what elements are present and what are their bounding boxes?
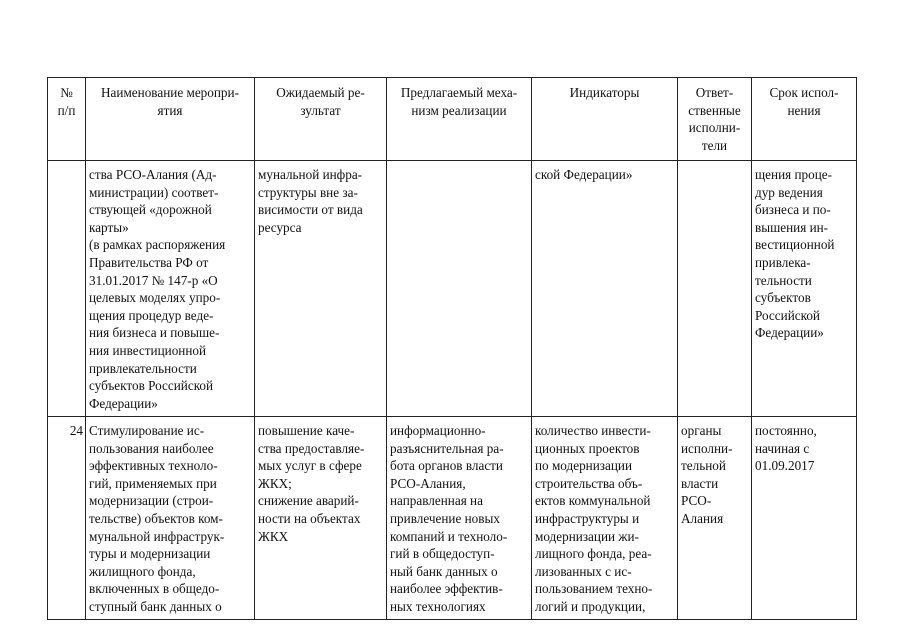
- row-result: мунальной инфра- структуры вне за- висимости от вида ресурса: [255, 161, 387, 417]
- table-row: [48, 417, 857, 620]
- row-indicators: количество инвести- ционных проектов по модернизации строительства объ- ектов коммунальной инфраструктуры и модернизации жи- лищного фонда, реа- лизованных с ис- пользованием техно- логий и продукции,: [532, 417, 678, 620]
- row-result: повышение каче- ства предоставляе- мых услуг в сфере ЖКХ; снижение аварий- ности на объектах ЖКХ: [255, 417, 387, 620]
- row-name: ства РСО-Алания (Ад- министрации) соответ- ствующей «дорожной карты» (в рамках распоряжения Правительства РФ от 31.01.2017 № 147-р «О целевых моделях упро- щения процедур веде- ния бизнеса и повыше- ния инвестиционной привлекательности субъектов Российской Федерации»: [86, 161, 255, 417]
- row-num: [48, 161, 86, 417]
- header-indicators: Индикаторы: [532, 78, 678, 161]
- table-header-row: [48, 78, 857, 161]
- header-mechanism: Предлагаемый меха- низм реализации: [387, 78, 532, 161]
- row-deadline: постоянно, начиная с 01.09.2017: [752, 417, 857, 620]
- row-responsible: органы исполни- тельной власти РСО- Алания: [678, 417, 752, 620]
- row-indicators: ской Федерации»: [532, 161, 678, 417]
- row-name: Стимулирование ис- пользования наиболее эффективных техноло- гий, применяемых при модернизации (строи- тельстве) объектов ком- мунальной инфраструк- туры и модернизации жилищного фонда, включенных в общедо- ступный банк данных о: [86, 417, 255, 620]
- table-row: [48, 161, 857, 417]
- measures-table: [47, 77, 857, 620]
- row-mechanism: информационно- разъяснительная ра- бота органов власти РСО-Алания, направленная на привлечение новых компаний и техноло- гий в общедоступ- ный банк данных о наиболее эффектив- ных технологиях: [387, 417, 532, 620]
- header-num: № п/п: [48, 78, 86, 161]
- header-deadline: Срок испол- нения: [752, 78, 857, 161]
- header-name: Наименование меропри- ятия: [86, 78, 255, 161]
- header-responsible: Ответ- ственные исполни- тели: [678, 78, 752, 161]
- row-mechanism: [387, 161, 532, 417]
- row-deadline: щения проце- дур ведения бизнеса и по- вышения ин- вестиционной привлека- тельности субъектов Российской Федерации»: [752, 161, 857, 417]
- row-responsible: [678, 161, 752, 417]
- row-num: 24: [48, 417, 86, 620]
- header-result: Ожидаемый ре- зультат: [255, 78, 387, 161]
